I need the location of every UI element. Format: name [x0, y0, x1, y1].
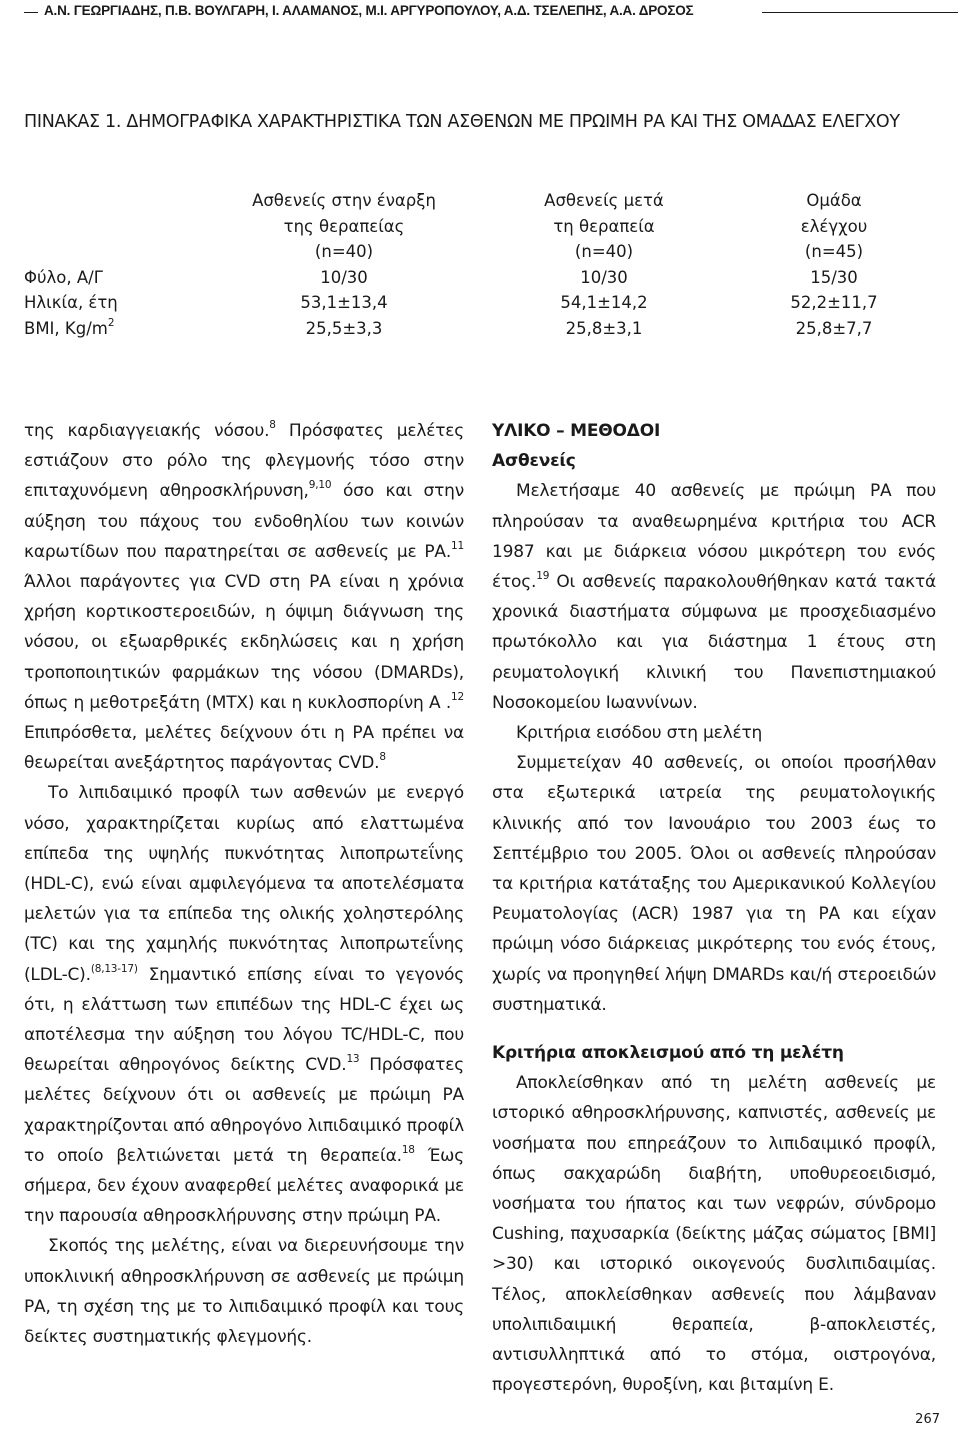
table-cell: 25,8±3,1	[565, 318, 643, 338]
row-label: BMI, $Kg/m^2$	[24, 316, 115, 338]
running-header	[0, 0, 960, 24]
paragraph: Συμμετείχαν 40 ασθενείς, οι οποίοι προσήλθαν στα εξωτερικά ιατρεία της ρευματολογικής κλινικής από τον Ιανουάριο του 2003 έως το Σεπτέμβριο του 2005. Όλοι οι ασθενείς πληρούσαν τα κριτήρια κατάταξης του Αμερικανικού Κολλεγίου Ρευματολογίας (ACR) 1987 για τη ΡΑ και είχαν πρώιμη νόσο διάρκειας μικρότερης του ενός έτους, χωρίς να προηγηθεί λήψη DMARDs και/ή στεροειδών συστηματικά.	[492, 753, 936, 1015]
table-row	[24, 290, 944, 316]
right-column	[492, 416, 936, 1401]
header-cell: ελέγχου	[800, 216, 868, 236]
row-label: Φύλο, Α/Γ	[24, 267, 103, 287]
page-number: 267	[915, 1412, 940, 1427]
header-cell: (n=45)	[804, 242, 864, 262]
subsection-heading: Ασθενείς	[492, 451, 576, 472]
running-header-authors: Α.Ν. ΓΕΩΡΓΙΑΔΗΣ, Π.Β. ΒΟΥΛΓΑΡΗ, Ι. ΑΛΑΜΑΝΟΣ, Μ.Ι. ΑΡΓΥΡΟΠΟΥΛΟΥ, Α.Δ. ΤΣΕΛΕΠΗΣ, Α.Α. ΔΡΟΣΟΣ	[44, 3, 694, 18]
table-cell: 52,2±11,7	[790, 293, 878, 313]
table-row	[24, 265, 944, 291]
table-cell: 53,1±13,4	[300, 293, 388, 313]
paragraph: της καρδιαγγειακής νόσου.$^8$ Πρόσφατες μελέτες εστιάζουν στο ρόλο της φλεγμονής τόσο στην επιταχυνόμενη αθηροσκλήρυνση,$^{9,10}$ όσο και στην αύξηση του πάχους του ενδοθηλίου των κοινών καρωτίδων που παρατηρείται σε ασθενείς με ΡΑ.$^{11}$ Άλλοι παράγοντες για CVD στη ΡΑ είναι η χρόνια χρήση κορτικοστεροειδών, η όψιμη διάγνωση της νόσου, οι εξωαρθρικές εκδηλώσεις και η χρήση τροποποιητικών φαρμάκων της νόσου (DMARDs), όπως η μεθοτρεξάτη (ΜΤΧ) και η κυκλοσπορίνη Α .$^{12}$ Επιπρόσθετα, μελέτες δείχνουν ότι η ΡΑ πρέπει να θεωρείται ανεξάρτητος παράγοντας CVD.$^8$	[24, 419, 464, 774]
left-column	[24, 416, 464, 1352]
row-label: Ηλικία, έτη	[24, 293, 118, 313]
subsection-heading: Κριτήρια εισόδου στη μελέτη	[516, 723, 763, 744]
table-cell: 15/30	[810, 267, 858, 287]
header-cell: (n=40)	[574, 242, 634, 262]
header-cell: Ασθενείς στην έναρξη	[252, 191, 436, 210]
table-cell: 25,8±7,7	[795, 318, 873, 338]
paragraph: Μελετήσαμε 40 ασθενείς με πρώιμη ΡΑ που πληρούσαν τα αναθεωρημένα κριτήρια του ACR 1987 και με διάρκεια νόσου μικρότερη του ενός έτος.$^{19}$ Οι ασθενείς παρακολουθήθηκαν κατά τακτά χρονικά διαστήματα σύμφωνα με προσχεδιασμένο πρωτόκολλο και για διάστημα 1 έτους στη ρευματολογική κλινική του Πανεπιστημιακού Νοσοκομείου Ιωαννίνων.	[492, 481, 936, 713]
header-cell: Ασθενείς μετά	[544, 191, 664, 210]
table-cell: 54,1±14,2	[560, 293, 648, 313]
table-header-row-3	[24, 239, 944, 265]
paragraph: Αποκλείσθηκαν από τη μελέτη ασθενείς με ιστορικό αθηροσκλήρυνσης, καπνιστές, ασθενείς με νοσήματα που επηρεάζουν το λιπιδαιμικό προφίλ, όπως σακχαρώδη διαβήτη, υποθυρεοειδισμό, νοσήματα του ήπατος και των νεφρών, σύνδρομο Cushing, παχυσαρκία (δείκτης μάζας σώματος [BMI] >30) και ιστορικό οικογενούς δυσλιπιδαιμίας. Τέλος, αποκλείσθηκαν ασθενείς που λάμβαναν υπολιπιδαιμική θεραπεία, β-αποκλειστές, αντισυλληπτικά από το στόμα, οιστρογόνα, προγεστερόνη, θυροξίνη, και βιταμίνη Ε.	[492, 1073, 936, 1396]
header-cell: τη θεραπεία	[553, 216, 655, 236]
header-cell: Ομάδα	[806, 191, 862, 210]
section-heading: ΥΛΙΚΟ – ΜΕΘΟΔΟΙ	[492, 421, 661, 441]
subsection-heading: Κριτήρια αποκλεισμού από τη μελέτη	[492, 1043, 844, 1064]
header-cell: (n=40)	[314, 242, 374, 262]
demographics-table	[24, 188, 944, 342]
table-header-row-1	[24, 188, 944, 214]
table-header-row-2	[24, 214, 944, 240]
header-rule-left	[24, 12, 38, 13]
paragraph: Το λιπιδαιμικό προφίλ των ασθενών με ενεργό νόσο, χαρακτηρίζεται κυρίως από ελαττωμένα επίπεδα της υψηλής πυκνότητας λιποπρωτεΐνης (HDL-C), ενώ είναι αμφιλεγόμενα τα αποτελέσματα μελετών για τα επίπεδα της ολικής χοληστερόλης (TC) και της χαμηλής πυκνότητας λιποπρωτεΐνης (LDL-C).$^{(8,13-17)}$ Σημαντικό επίσης είναι το γεγονός ότι, η ελάττωση των επιπέδων της HDL-C έχει ως αποτέλεσμα την αύξηση του λόγου TC/HDL-C, που θεωρείται αθηρογόνος δείκτης CVD.$^{13}$ Πρόσφατες μελέτες δείχνουν ότι οι ασθενείς με πρώιμη ΡΑ χαρακτηρίζονται από αθηρογόνο λιπιδαιμικό προφίλ το οποίο βελτιώνεται μετά τη θεραπεία.$^{18}$ Έως σήμερα, δεν έχουν αναφερθεί μελέτες αναφορικά με την παρουσία αθηροσκλήρυνσης στην πρώιμη ΡΑ.	[24, 783, 464, 1227]
table-cell: 10/30	[320, 267, 368, 287]
table-title: ΠΙΝΑΚΑΣ 1. ΔΗΜΟΓΡΑΦΙΚΑ ΧΑΡΑΚΤΗΡΙΣΤΙΚΑ ΤΩΝ ΑΣΘΕΝΩΝ ΜΕ ΠΡΩΙΜΗ ΡΑ ΚΑΙ ΤΗΣ ΟΜΑΔΑΣ ΕΛΕΓΧΟΥ	[24, 112, 900, 132]
table-row	[24, 316, 944, 342]
table-cell: 25,5±3,3	[305, 318, 383, 338]
table-cell: 10/30	[580, 267, 628, 287]
paragraph: Σκοπός της μελέτης, είναι να διερευνήσουμε την υποκλινική αθηροσκλήρυνση σε ασθενείς με πρώιμη ΡΑ, τη σχέση της με το λιπιδαιμικό προφίλ και τους δείκτες συστηματικής φλεγμονής.	[24, 1236, 464, 1348]
header-cell: της θεραπείας	[283, 216, 405, 236]
header-rule-right	[762, 12, 958, 13]
